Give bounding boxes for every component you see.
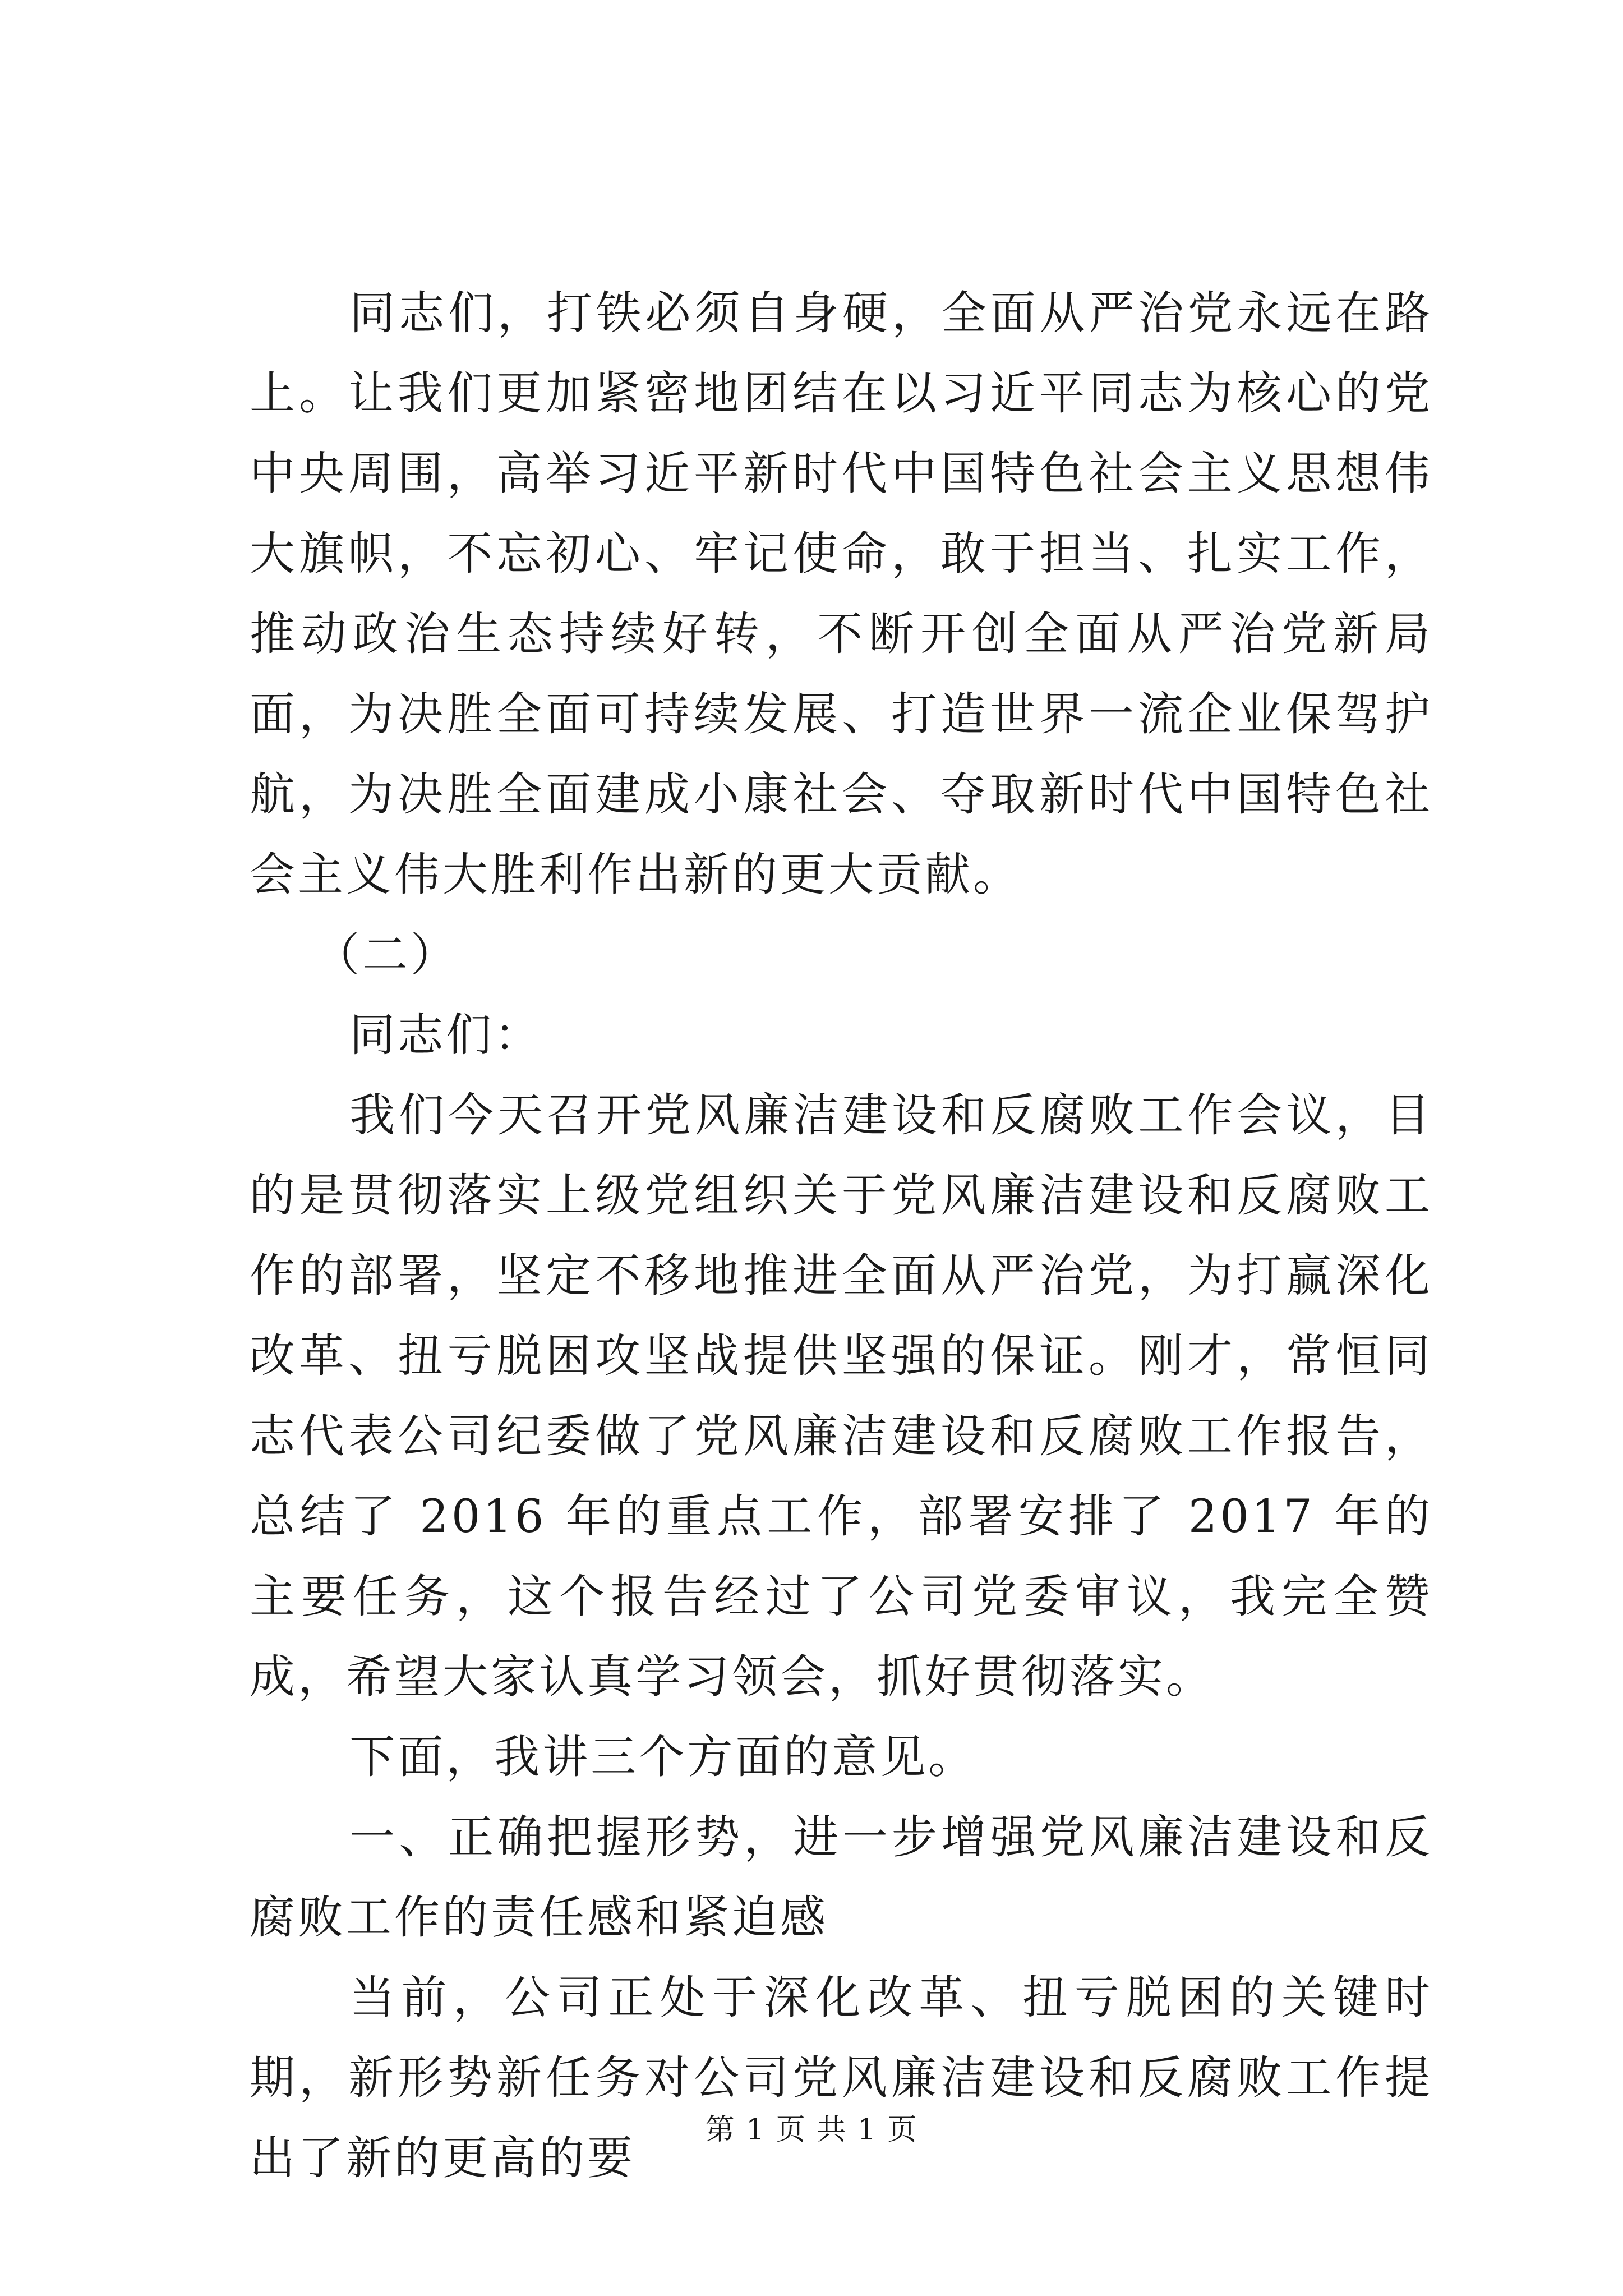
closing-paragraph: 同志们，打铁必须自身硬，全面从严治党永远在路上。让我们更加紧密地团结在以习近平同志为核心的党中央周围，高举习近平新时代中国特色社会主义思想伟大旗帜，不忘初心、牢记使命，敢于担当、扎实工作，推动政治生态持续好转，不断开创全面从严治党新局面，为决胜全面可持续发展、打造世界一流企业保驾护航，为决胜全面建成小康社会、夺取新时代中国特色社会主义伟大胜利作出新的更大贡献。	[250, 287, 1433, 901]
page-footer: 第 1 页 共 1 页	[705, 2113, 918, 2147]
document-body	[250, 274, 1433, 2199]
section-label: （二）	[314, 929, 459, 982]
opening-paragraph: 我们今天召开党风廉洁建设和反腐败工作会议，目的是贯彻落实上级党组织关于党风廉洁建设和反腐败工作的部署，坚定不移地推进全面从严治党，为打赢深化改革、扭亏脱困攻坚战提供坚强的保证。刚才，常恒同志代表公司纪委做了党风廉洁建设和反腐败工作报告，总结了 2016 年的重点工作，部署安排了 2017 年的主要任务，这个报告经过了公司党委审议，我完全赞成，希望大家认真学习领会，抓好贯彻落实。	[250, 1089, 1433, 1704]
section-heading: 一、正确把握形势，进一步增强党风廉洁建设和反腐败工作的责任感和紧迫感	[250, 1811, 1433, 1944]
intro-paragraph: 下面，我讲三个方面的意见。	[349, 1731, 977, 1784]
body-paragraph: 当前，公司正处于深化改革、扭亏脱困的关键时期，新形势新任务对公司党风廉洁建设和反腐败工作提出了新的更高的要	[250, 1972, 1433, 2185]
salutation: 同志们：	[349, 1009, 543, 1062]
